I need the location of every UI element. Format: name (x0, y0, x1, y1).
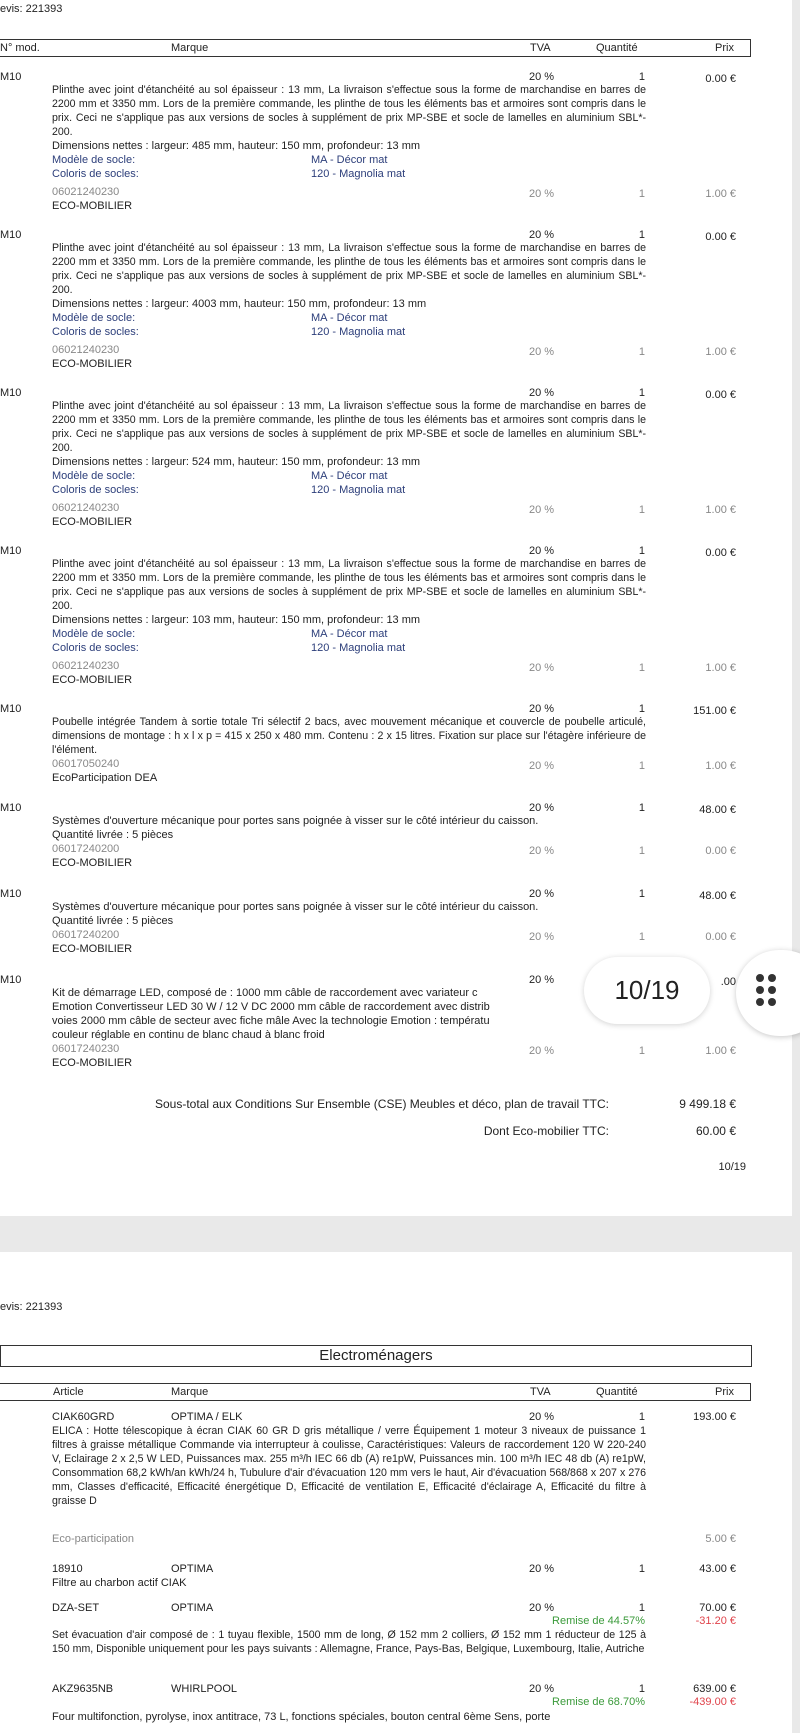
article-ref: 18910 (52, 1563, 83, 1575)
price-value: 48.00 € (699, 804, 736, 816)
model-number: M10 (0, 545, 22, 557)
header-prix: Prix (715, 42, 734, 54)
article-description: Plinthe avec joint d'étanchéité au sol épaisseur : 13 mm, La livraison s'effectue sous la forme de marchandise en barres de 2200 mm et 3350 mm. Lors de la première commande, les plinthe de tous les éléments bas et armoires sont compris dans le prix. Ceci ne s'applique pas aux versions de socles à supplément de prix MP-SBE et socle de lamelles en aluminium SBL*- 200. (52, 558, 646, 612)
article-code: 06017240230 (52, 1043, 120, 1055)
delivered-quantity: Quantité livrée : 5 pièces (52, 915, 174, 927)
eco-price: 1.00 € (705, 662, 736, 674)
article-description: Kit de démarrage LED, composé de : 1000 mm câble de raccordement avec variateur c (52, 987, 478, 999)
option-label: Modèle de socle: (52, 312, 136, 324)
eco-label: ECO-MOBILIER (52, 943, 133, 955)
header-tva: TVA (530, 1386, 551, 1398)
eco-tva: 20 % (529, 1045, 555, 1057)
option-value: MA - Décor mat (311, 470, 388, 482)
article-ref: CIAK60GRD (52, 1411, 115, 1423)
price-value: 70.00 € (699, 1602, 736, 1614)
header-mod: N° mod. (0, 42, 40, 54)
eco-tva: 20 % (529, 845, 555, 857)
dots-grid-icon (756, 974, 784, 1014)
tva-value: 20 % (529, 1411, 555, 1423)
price-value: 0.00 € (705, 73, 736, 85)
model-number: M10 (0, 974, 22, 986)
table-header (0, 1383, 751, 1401)
eco-label: ECO-MOBILIER (52, 674, 133, 686)
eco-tva: 20 % (529, 188, 555, 200)
price-value: 0.00 € (705, 547, 736, 559)
eco-label: ECO-MOBILIER (52, 857, 133, 869)
option-label: Modèle de socle: (52, 470, 136, 482)
eco-quantity: 1 (638, 760, 645, 772)
quantity-value: 1 (638, 703, 645, 715)
quantity-value: 1 (638, 888, 645, 900)
header-prix: Prix (715, 1386, 734, 1398)
eco-quantity: 1 (638, 662, 645, 674)
dimensions-text: Dimensions nettes : largeur: 485 mm, hauteur: 150 mm, profondeur: 13 mm (52, 140, 421, 152)
article-description: ELICA : Hotte télescopique à écran CIAK 60 GR D gris métallique / verre Équipement 1 moteur 3 niveaux de puissance 1 filtres à graisse métallique Commande via interrupteur à coulisse, Caractéristiques: Valeurs de raccordement 120 W 220-240 V, Eclairage 2 x 2,5 W LED, Puissances max. 255 m³/h IEC 66 db (A) re1pW, Puissances min. 100 m³/h IEC 48 db (A) re1pW, Consommation 68,2 kWh/an kWh/24 h, Tubulure d'air d'évacuation 120 mm vers le haut, Air d'évacuation 568/868 x 207 x 276 mm, Classes d'efficacité, Efficacité énergétique D, Efficacité de ventilation E, Efficacité d'éclairage A, Efficacité du filtre à graisse D (52, 1425, 646, 1507)
eco-price: 1.00 € (705, 188, 736, 200)
eco-quantity: 1 (638, 346, 645, 358)
option-value: MA - Décor mat (311, 628, 388, 640)
article-description: Four multifonction, pyrolyse, inox antitrace, 73 L, fonctions spéciales, bouton central 6ème Sens, porte (52, 1711, 551, 1723)
model-number: M10 (0, 703, 22, 715)
discount-value: -439.00 € (689, 1696, 736, 1708)
quantity-value: 1 (638, 1683, 645, 1695)
article-code: 06021240230 (52, 186, 120, 198)
tva-value: 20 % (529, 229, 555, 241)
subtotal-value: 9 499.18 € (679, 1097, 736, 1111)
eco-label: ECO-MOBILIER (52, 358, 133, 370)
article-description: couleur réglable en continu de blanc chaud à blanc froid (52, 1029, 325, 1041)
model-number: M10 (0, 387, 22, 399)
model-number: M10 (0, 229, 22, 241)
article-description: Systèmes d'ouverture mécanique pour portes sans poignée à visser sur le côté intérieur du caisson. (52, 901, 539, 913)
model-number: M10 (0, 802, 22, 814)
option-value: 120 - Magnolia mat (311, 168, 406, 180)
quantity-value: 1 (638, 1602, 645, 1614)
option-value: 120 - Magnolia mat (311, 642, 406, 654)
brand: OPTIMA (171, 1602, 214, 1614)
tva-value: 20 % (529, 545, 555, 557)
devis-number: evis: 221393 (0, 1301, 63, 1313)
eco-quantity: 1 (638, 188, 645, 200)
eco-label: ECO-MOBILIER (52, 516, 133, 528)
article-code: 06021240230 (52, 344, 120, 356)
dimensions-text: Dimensions nettes : largeur: 524 mm, hauteur: 150 mm, profondeur: 13 mm (52, 456, 421, 468)
article-ref: DZA-SET (52, 1602, 100, 1614)
eco-price: 1.00 € (705, 346, 736, 358)
eco-label: EcoParticipation DEA (52, 772, 158, 784)
brand: OPTIMA / ELK (171, 1411, 243, 1423)
header-quantite: Quantité (596, 1386, 638, 1398)
document-page-11 (0, 1252, 792, 1733)
article-description: Emotion Convertisseur LED 30 W / 12 V DC 2000 mm câble de raccordement avec distrib (52, 1001, 490, 1013)
discount-label: Remise de 44.57% (552, 1615, 645, 1627)
tva-value: 20 % (529, 1602, 555, 1614)
article-description: Poubelle intégrée Tandem à sortie totale Tri sélectif 2 bacs, avec mouvement mécanique et couvercle de poubelle articulé, dimensions de montage : h x l x p = 415 x 250 x 480 mm. Contenu : 2 x 15 litres. Fixation sur place sur l'étagère inférieure de l'élément. (52, 716, 646, 756)
page-indicator[interactable]: 10/19 (584, 957, 710, 1024)
header-marque: Marque (171, 1386, 209, 1398)
eco-total-value: 60.00 € (695, 1124, 736, 1138)
dimensions-text: Dimensions nettes : largeur: 103 mm, hauteur: 150 mm, profondeur: 13 mm (52, 614, 421, 626)
header-quantite: Quantité (596, 42, 638, 54)
quantity-value: 1 (638, 802, 645, 814)
quantity-value: 1 (638, 71, 645, 83)
eco-quantity: 1 (638, 504, 645, 516)
page-number: 10/19 (718, 1161, 746, 1173)
discount-label: Remise de 68.70% (552, 1696, 645, 1708)
model-number: M10 (0, 71, 22, 83)
discount-value: -31.20 € (695, 1615, 736, 1627)
article-description: voies 2000 mm câble de secteur avec fiche mâle Avec la technologie Emotion : températu (52, 1015, 490, 1027)
eco-price: 1.00 € (705, 504, 736, 516)
price-value: 151.00 € (693, 705, 736, 717)
option-value: MA - Décor mat (311, 154, 388, 166)
article-code: 06021240230 (52, 660, 120, 672)
tva-value: 20 % (529, 1683, 555, 1695)
option-label: Coloris de socles: (52, 642, 139, 654)
article-description: Systèmes d'ouverture mécanique pour portes sans poignée à visser sur le côté intérieur du caisson. (52, 815, 539, 827)
article-ref: AKZ9635NB (52, 1683, 114, 1695)
table-header (0, 39, 751, 57)
option-label: Modèle de socle: (52, 154, 136, 166)
tva-value: 20 % (529, 1563, 555, 1575)
brand: OPTIMA (171, 1563, 214, 1575)
quantity-value: 1 (638, 387, 645, 399)
price-value: 639.00 € (693, 1683, 736, 1695)
eco-participation-value: 5.00 € (705, 1533, 736, 1545)
price-value: .00 (720, 976, 736, 988)
eco-tva: 20 % (529, 662, 555, 674)
devis-number: evis: 221393 (0, 3, 63, 15)
article-code: 06017240200 (52, 843, 120, 855)
eco-price: 1.00 € (705, 1045, 736, 1057)
option-value: MA - Décor mat (311, 312, 388, 324)
eco-total-label: Dont Eco-mobilier TTC: (483, 1124, 609, 1138)
eco-participation-label: Eco-participation (52, 1533, 134, 1545)
option-label: Coloris de socles: (52, 326, 139, 338)
eco-tva: 20 % (529, 931, 555, 943)
tva-value: 20 % (529, 703, 555, 715)
eco-quantity: 1 (638, 845, 645, 857)
tva-value: 20 % (529, 888, 555, 900)
header-marque: Marque (171, 42, 209, 54)
article-description: Filtre au charbon actif CIAK (52, 1577, 187, 1589)
price-value: 48.00 € (699, 890, 736, 902)
option-label: Modèle de socle: (52, 628, 136, 640)
eco-price: 0.00 € (705, 931, 736, 943)
tva-value: 20 % (529, 387, 555, 399)
brand: WHIRLPOOL (171, 1683, 238, 1695)
quantity-value: 1 (638, 229, 645, 241)
price-value: 193.00 € (693, 1411, 736, 1423)
delivered-quantity: Quantité livrée : 5 pièces (52, 829, 174, 841)
article-code: 06021240230 (52, 502, 120, 514)
eco-quantity: 1 (638, 931, 645, 943)
tva-value: 20 % (529, 974, 555, 986)
header-article: Article (53, 1386, 84, 1398)
option-value: 120 - Magnolia mat (311, 326, 406, 338)
eco-tva: 20 % (529, 504, 555, 516)
eco-label: ECO-MOBILIER (52, 200, 133, 212)
article-description: Plinthe avec joint d'étanchéité au sol épaisseur : 13 mm, La livraison s'effectue sous la forme de marchandise en barres de 2200 mm et 3350 mm. Lors de la première commande, les plinthe de tous les éléments bas et armoires sont compris dans le prix. Ceci ne s'applique pas aux versions de socles à supplément de prix MP-SBE et socle de lamelles en aluminium SBL*- 200. (52, 400, 646, 454)
quantity-value: 1 (638, 1411, 645, 1423)
option-label: Coloris de socles: (52, 484, 139, 496)
article-code: 06017240200 (52, 929, 120, 941)
quantity-value: 1 (638, 545, 645, 557)
eco-quantity: 1 (638, 1045, 645, 1057)
model-number: M10 (0, 888, 22, 900)
price-value: 43.00 € (699, 1563, 736, 1575)
tva-value: 20 % (529, 802, 555, 814)
tva-value: 20 % (529, 71, 555, 83)
article-description: Plinthe avec joint d'étanchéité au sol épaisseur : 13 mm, La livraison s'effectue sous la forme de marchandise en barres de 2200 mm et 3350 mm. Lors de la première commande, les plinthe de tous les éléments bas et armoires sont compris dans le prix. Ceci ne s'applique pas aux versions de socles à supplément de prix MP-SBE et socle de lamelles en aluminium SBL*- 200. (52, 84, 646, 138)
eco-price: 0.00 € (705, 845, 736, 857)
option-value: 120 - Magnolia mat (311, 484, 406, 496)
article-description: Plinthe avec joint d'étanchéité au sol épaisseur : 13 mm, La livraison s'effectue sous la forme de marchandise en barres de 2200 mm et 3350 mm. Lors de la première commande, les plinthe de tous les éléments bas et armoires sont compris dans le prix. Ceci ne s'applique pas aux versions de socles à supplément de prix MP-SBE et socle de lamelles en aluminium SBL*- 200. (52, 242, 646, 296)
article-code: 06017050240 (52, 758, 120, 770)
price-value: 0.00 € (705, 389, 736, 401)
option-label: Coloris de socles: (52, 168, 139, 180)
header-tva: TVA (530, 42, 551, 54)
subtotal-label: Sous-total aux Conditions Sur Ensemble (CSE) Meubles et déco, plan de travail TTC: (155, 1097, 609, 1111)
quantity-value: 1 (638, 1563, 645, 1575)
eco-tva: 20 % (529, 346, 555, 358)
article-description: Set évacuation d'air composé de : 1 tuyau flexible, 1500 mm de long, Ø 152 mm 2 colliers, Ø 152 mm 1 réducteur de 125 à 150 mm, Disponible uniquement pour les pays suivants : Allemagne, France, Pays-Bas, Belgique, Luxembourg, Italie, Autriche (52, 1629, 646, 1655)
price-value: 0.00 € (705, 231, 736, 243)
section-title: Electroménagers (0, 1345, 752, 1367)
dimensions-text: Dimensions nettes : largeur: 4003 mm, hauteur: 150 mm, profondeur: 13 mm (52, 298, 427, 310)
eco-label: ECO-MOBILIER (52, 1057, 133, 1069)
eco-tva: 20 % (529, 760, 555, 772)
eco-price: 1.00 € (705, 760, 736, 772)
